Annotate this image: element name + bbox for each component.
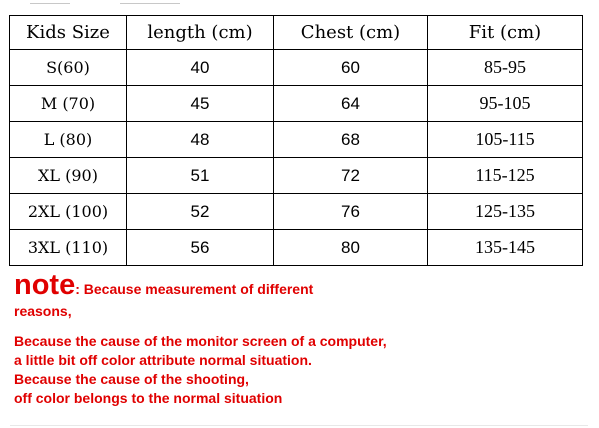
table-row bbox=[10, 194, 583, 230]
chest-cell: 64 bbox=[274, 86, 428, 122]
fit-cell: 135-145 bbox=[428, 230, 583, 266]
size-cell: S(60) bbox=[10, 50, 127, 86]
chest-cell: 76 bbox=[274, 194, 428, 230]
table-header-row bbox=[10, 16, 583, 50]
length-cell: 48 bbox=[127, 122, 274, 158]
note-paragraph-line: Because the cause of the shooting, bbox=[14, 371, 249, 387]
chest-cell: 80 bbox=[274, 230, 428, 266]
length-cell: 40 bbox=[127, 50, 274, 86]
table-row bbox=[10, 230, 583, 266]
fragment-stroke bbox=[120, 3, 180, 4]
size-chart-table bbox=[9, 15, 583, 266]
note-block bbox=[14, 268, 594, 408]
chest-cell: 72 bbox=[274, 158, 428, 194]
length-cell: 52 bbox=[127, 194, 274, 230]
note-line-2: reasons, bbox=[14, 303, 72, 319]
size-cell: 2XL (100) bbox=[10, 194, 127, 230]
table-row bbox=[10, 50, 583, 86]
size-cell: M (70) bbox=[10, 86, 127, 122]
cropped-top-fragment bbox=[30, 0, 230, 8]
table-row bbox=[10, 158, 583, 194]
fit-cell: 95-105 bbox=[428, 86, 583, 122]
header-chest: Chest (cm) bbox=[274, 16, 428, 50]
note-line-1: Because measurement of different bbox=[79, 281, 314, 297]
chest-cell: 60 bbox=[274, 50, 428, 86]
bottom-divider bbox=[10, 425, 588, 426]
header-fit: Fit (cm) bbox=[428, 16, 583, 50]
note-title: note bbox=[14, 269, 76, 301]
note-paragraph-line: off color belongs to the normal situation bbox=[14, 390, 283, 406]
chest-cell: 68 bbox=[274, 122, 428, 158]
header-kids-size: Kids Size bbox=[10, 16, 127, 50]
note-heading-line bbox=[14, 268, 594, 302]
fit-cell: 115-125 bbox=[428, 158, 583, 194]
size-cell: 3XL (110) bbox=[10, 230, 127, 266]
note-paragraph-line: Because the cause of the monitor screen of a computer, bbox=[14, 333, 387, 349]
note-paragraph-line: a little bit off color attribute normal situation. bbox=[14, 352, 312, 368]
length-cell: 51 bbox=[127, 158, 274, 194]
length-cell: 56 bbox=[127, 230, 274, 266]
note-colon: : bbox=[75, 281, 80, 297]
length-cell: 45 bbox=[127, 86, 274, 122]
size-cell: XL (90) bbox=[10, 158, 127, 194]
fit-cell: 125-135 bbox=[428, 194, 583, 230]
table-row bbox=[10, 122, 583, 158]
header-length: length (cm) bbox=[127, 16, 274, 50]
fit-cell: 85-95 bbox=[428, 50, 583, 86]
note-paragraph bbox=[14, 332, 594, 408]
fragment-stroke bbox=[30, 3, 70, 4]
table-row bbox=[10, 86, 583, 122]
size-cell: L (80) bbox=[10, 122, 127, 158]
fit-cell: 105-115 bbox=[428, 122, 583, 158]
